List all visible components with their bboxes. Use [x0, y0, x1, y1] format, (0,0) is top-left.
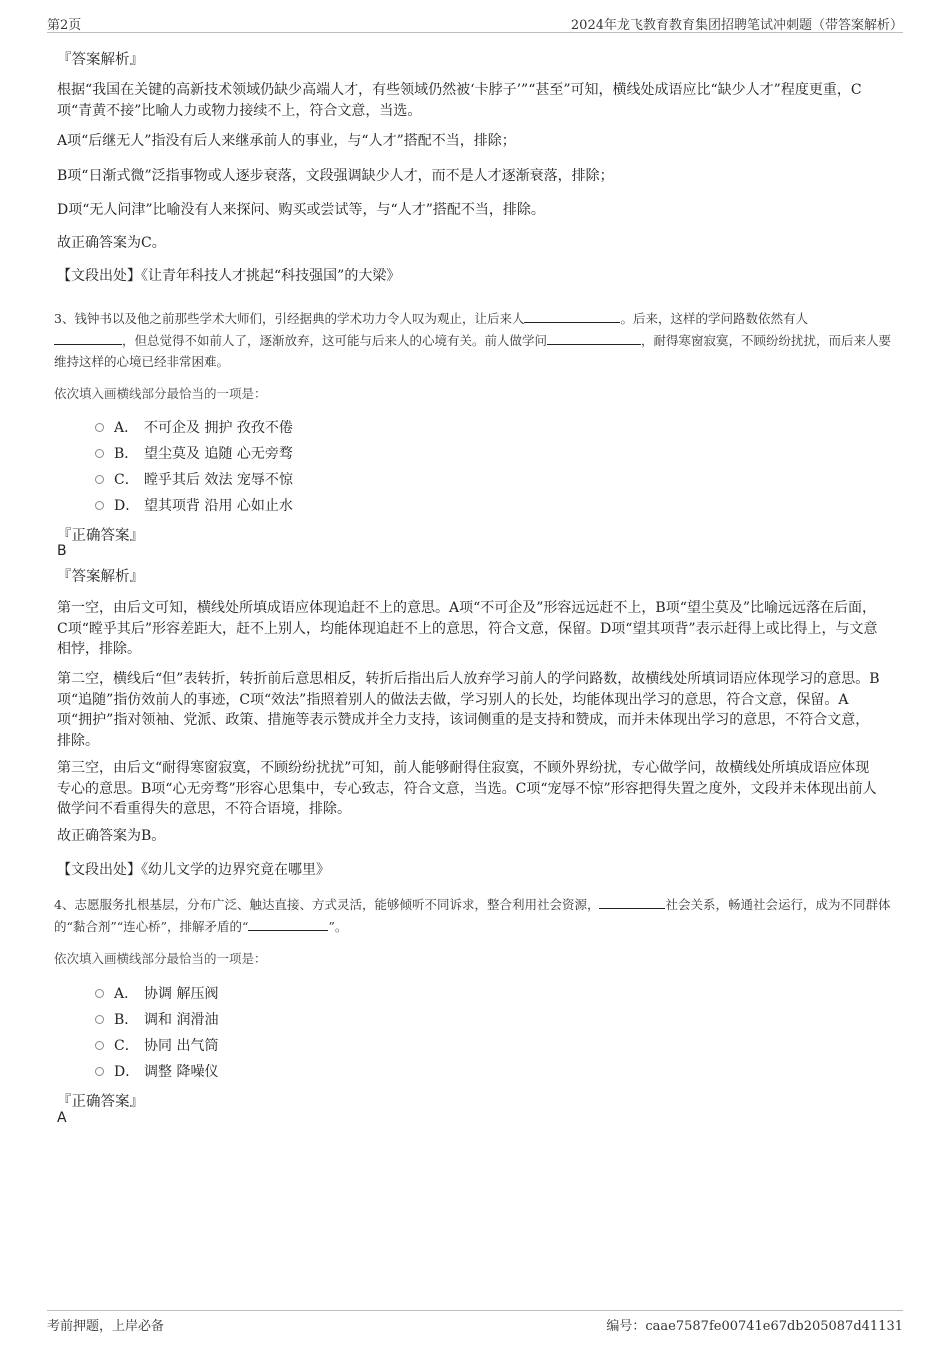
- option-a[interactable]: A． 协调 解压阀: [95, 984, 218, 1004]
- radio-icon[interactable]: [95, 1067, 104, 1076]
- question-4-stem: 4、志愿服务扎根基层，分布广泛、触达直接、方式灵活，能够倾听不同诉求，整合利用社会资源， 社会关系，畅通社会运行，成为不同群体的“黏合剂”“连心桥”，排解矛盾的“ ”。: [54, 897, 891, 934]
- option-d[interactable]: D． 调整 降噪仪: [95, 1062, 218, 1082]
- radio-icon[interactable]: [95, 1015, 104, 1024]
- conclusion: 故正确答案为C。: [57, 235, 166, 251]
- option-c[interactable]: C． 瞠乎其后 效法 宠辱不惊: [95, 470, 293, 490]
- correct-answer: B: [57, 543, 67, 559]
- blank-line: [524, 310, 620, 323]
- correct-answer-label: 『正确答案』: [57, 1094, 144, 1110]
- radio-icon[interactable]: [95, 449, 104, 458]
- analysis-paragraph: 第三空，由后文“耐得寒窗寂寞，不顾纷纷扰扰”可知，前人能够耐得住寂寞，不顾外界纷扰，专心做学问，故横线处所填成语应体现专心的意思。B项“心无旁骛”形容心思集中，专心致志，符合文意，当选。C项“宠辱不惊”形容把得失置之度外，文段并未体现出前人做学问不看重得失的意思，不符合语境，排除。: [57, 760, 877, 817]
- option-b[interactable]: B． 调和 润滑油: [95, 1010, 218, 1030]
- blank-line: [248, 918, 328, 931]
- radio-icon[interactable]: [95, 989, 104, 998]
- analysis-paragraph: D项“无人问津”比喻没有人来探问、购买或尝试等，与“人才”搭配不当，排除。: [57, 202, 545, 218]
- analysis-paragraph: B项“日渐式微”泛指事物或人逐步衰落，文段强调缺少人才，而不是人才逐渐衰落，排除；: [57, 168, 614, 184]
- radio-icon[interactable]: [95, 1041, 104, 1050]
- radio-icon[interactable]: [95, 423, 104, 432]
- analysis-paragraph: 第二空，横线后“但”表转折，转折前后意思相反，转折后指出后人放弃学习前人的学问路数，故横线处所填词语应体现学习的意思。B项“追随”指仿效前人的事迹，C项“效法”指照着别人的做法去做，学习别人的长处，均能体现出学习的意思，符合文意，保留。A项“拥护”指对领袖、党派、政策、措施等表示赞成并全力支持，该词侧重的是支持和赞成，而并未体现出学习的意思，不符合文意，排除。: [57, 671, 880, 749]
- option-b[interactable]: B． 望尘莫及 追随 心无旁骛: [95, 444, 293, 464]
- analysis-label: 『答案解析』: [57, 569, 144, 585]
- blank-line: [547, 332, 641, 345]
- radio-icon[interactable]: [95, 475, 104, 484]
- document-title: 2024年龙飞教育教育集团招聘笔试冲刺题（带答案解析）: [570, 18, 903, 33]
- document-code: 编号：caae7587fe00741e67db205087d41131: [606, 1319, 903, 1334]
- correct-answer: A: [57, 1110, 67, 1126]
- analysis-paragraph: A项“后继无人”指没有后人来继承前人的事业，与“人才”搭配不当，排除；: [57, 133, 516, 149]
- source-citation: 【文段出处】《让青年科技人才挑起“科技强国”的大梁》: [57, 268, 401, 284]
- question-instruction: 依次填入画横线部分最恰当的一项是：: [54, 951, 267, 966]
- option-c[interactable]: C． 协同 出气筒: [95, 1036, 218, 1056]
- option-a[interactable]: A． 不可企及 拥护 孜孜不倦: [95, 418, 293, 438]
- blank-line: [54, 332, 122, 345]
- analysis-paragraph: 第一空，由后文可知，横线处所填成语应体现追赶不上的意思。A项“不可企及”形容远远赶不上，B项“望尘莫及”比喻远远落在后面，C项“瞠乎其后”形容差距大，赶不上别人，均能体现追赶不上的意思，符合文意，保留。D项“望其项背”表示赶得上或比得上，与文意相悖，排除。: [57, 600, 878, 657]
- page-number: 第2页: [47, 18, 82, 33]
- page-header: [47, 14, 903, 33]
- conclusion: 故正确答案为B。: [57, 828, 166, 844]
- footer-slogan: 考前押题，上岸必备: [47, 1319, 165, 1334]
- blank-line: [599, 896, 665, 909]
- analysis-paragraph: 根据“我国在关键的高新技术领域仍缺少高端人才，有些领域仍然被‘卡脖子’”“甚至”可知，横线处成语应比“缺少人才”程度更重，C项“青黄不接”比喻人力或物力接续不上，符合文意，当选。: [57, 82, 862, 119]
- source-citation: 【文段出处】《幼儿文学的边界究竟在哪里》: [57, 862, 330, 878]
- analysis-label: 『答案解析』: [57, 52, 144, 68]
- question-instruction: 依次填入画横线部分最恰当的一项是：: [54, 386, 267, 401]
- radio-icon[interactable]: [95, 501, 104, 510]
- page-footer: [47, 1310, 903, 1333]
- option-d[interactable]: D． 望其项背 沿用 心如止水: [95, 496, 293, 516]
- question-3-stem: 3、钱钟书以及他之前那些学术大师们，引经据典的学术功力令人叹为观止，让后来人 。后来，这样的学问路数依然有人 ，但总觉得不如前人了，逐渐放弃，这可能与后来人的心境有关。前人做学问 ，耐得寒窗寂寞，不顾纷纷扰扰，而后来人要维持这样的心境已经非常困难。: [54, 311, 892, 369]
- correct-answer-label: 『正确答案』: [57, 528, 144, 544]
